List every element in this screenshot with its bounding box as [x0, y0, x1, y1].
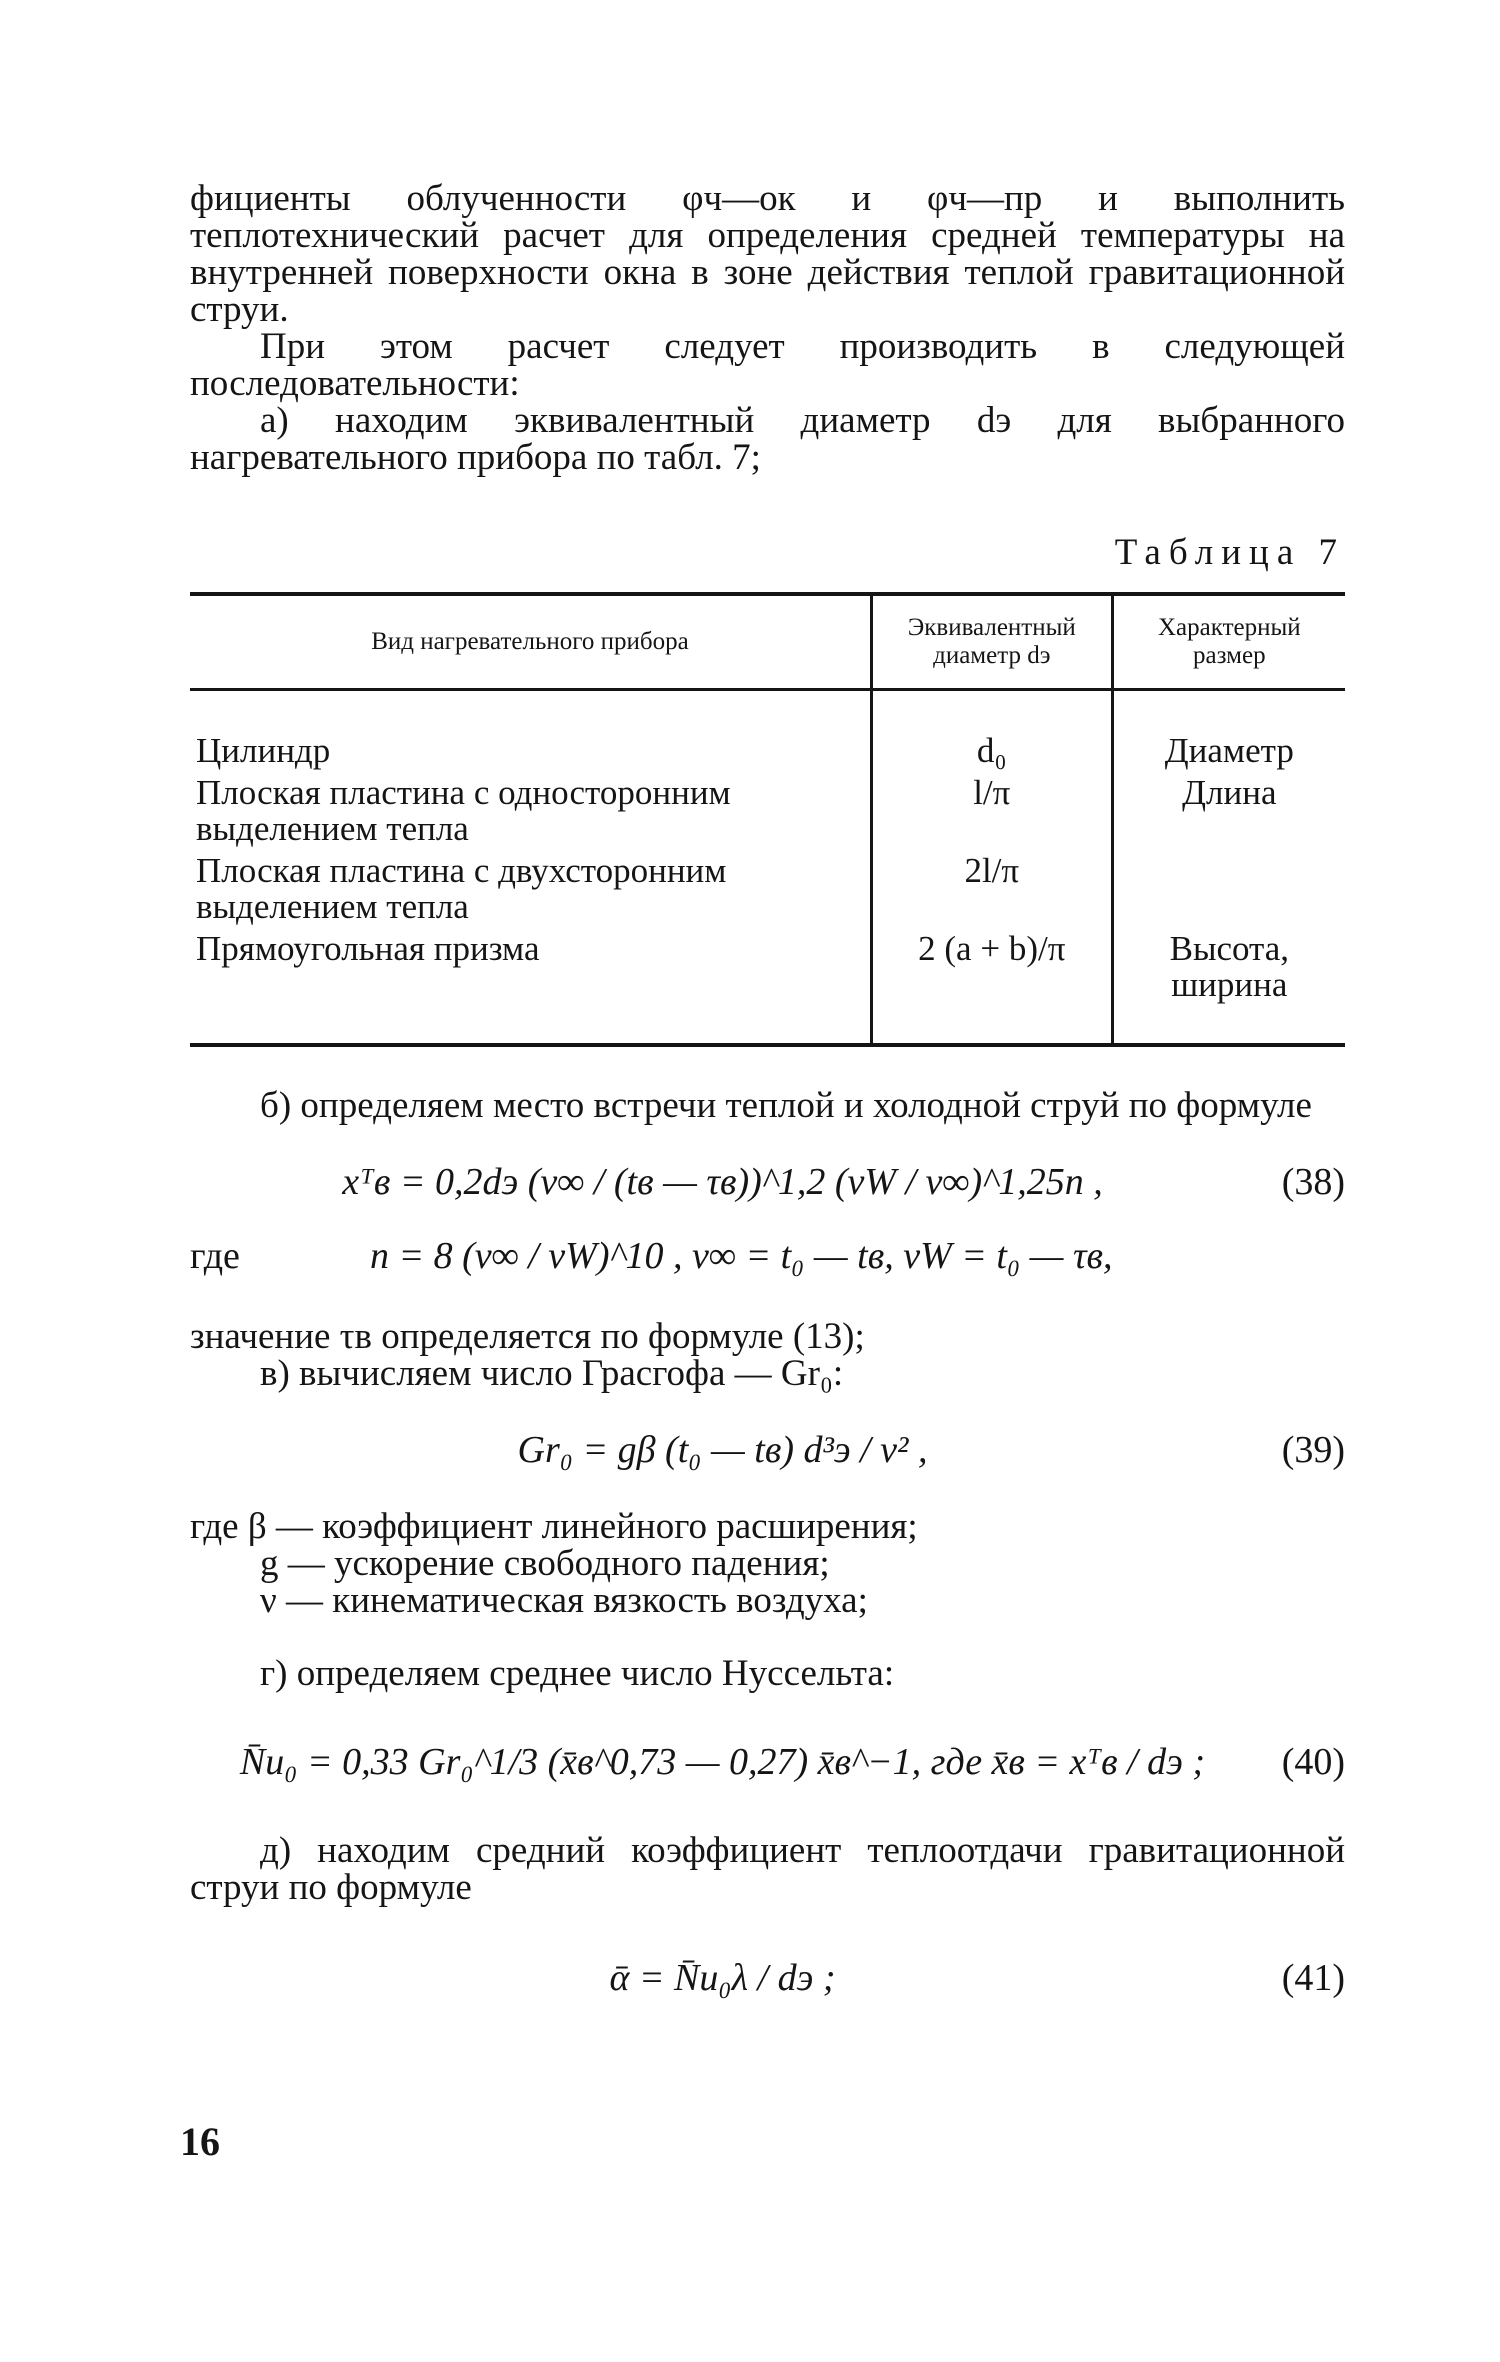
formula-41-expression: ᾱ = N̄u₀λ / dэ ; [609, 1957, 836, 1999]
where-expression: n = 8 (ν∞ / νW)^10 , ν∞ = t₀ — tв, νW = t₀ — τв, [370, 1235, 1113, 1277]
formula-38-expression: xᵀв = 0,2dэ (ν∞ / (tв — τв))^1,2 (νW / ν∞)^1,25n , [342, 1161, 1103, 1203]
table-cell: l/π [871, 772, 1112, 850]
table-cell [1112, 850, 1345, 928]
tau-note: значение τв определяется по формуле (13); [190, 1316, 865, 1357]
variable-definitions [190, 1508, 1345, 1619]
table-cell: Длина [1112, 772, 1345, 850]
table-cell: Плоская пластина с двухсторонним выделением тепла [196, 851, 727, 926]
table-cell: Высота, ширина [1112, 928, 1345, 1045]
formula-41-number: (41) [1281, 1957, 1345, 1999]
where-label: где [190, 1235, 240, 1277]
table-row [190, 772, 1345, 850]
table-header-type: Вид нагревательного прибора [190, 594, 871, 690]
formula-40 [190, 1740, 1345, 1784]
page-content [190, 180, 1345, 2000]
heater-table [190, 592, 1345, 1047]
formula-40-expression: N̄u₀ = 0,33 Gr₀^1/3 (x̄в^0,73 — 0,27) x̄в^−1, где x̄в = xᵀв / dэ ; [239, 1741, 1206, 1783]
formula-38-number: (38) [1281, 1161, 1345, 1203]
formula-40-number: (40) [1281, 1741, 1345, 1783]
definition-g: g — ускорение свободного падения; [260, 1543, 830, 1584]
page-number: 16 [180, 2119, 220, 2164]
table-row [190, 850, 1345, 928]
formula-39-number: (39) [1281, 1429, 1345, 1471]
formula-39 [190, 1428, 1345, 1472]
definition-nu: ν — кинематическая вязкость воздуха; [260, 1580, 868, 1621]
step-g-paragraph: г) определяем среднее число Нуссельта: [260, 1653, 895, 1694]
formula-41 [190, 1956, 1345, 2000]
step-b-paragraph: б) определяем место встречи теплой и холодной струй по формуле [260, 1085, 1312, 1126]
definition-beta: где β — коэффициент линейного расширения; [190, 1506, 918, 1547]
table-cell: d₀ [871, 690, 1112, 773]
table-row [190, 690, 1345, 773]
step-v-paragraph: в) вычисляем число Грасгофа — Gr₀: [260, 1353, 844, 1394]
formula-39-expression: Gr₀ = gβ (t₀ — tв) d³э / ν² , [517, 1429, 928, 1471]
step-a-paragraph: а) находим эквивалентный диаметр dэ для выбранного нагревательного прибора по табл. 7; [190, 400, 1345, 478]
table-cell: Цилиндр [196, 731, 331, 770]
intro-paragraph-2: При этом расчет следует производить в следующей последовательности: [190, 326, 1345, 404]
table-row [190, 928, 1345, 1045]
table-header-size: Характерный размер [1112, 594, 1345, 690]
table-cell: 2 (a + b)/π [871, 928, 1112, 1045]
formula-38 [190, 1160, 1345, 1204]
table-cell: Диаметр [1112, 690, 1345, 773]
table-cell: Плоская пластина с односторонним выделением тепла [196, 773, 731, 848]
intro-paragraph-1: фициенты облученности φч—ок и φч—пр и выполнить теплотехнический расчет для определения средней температуры на внутренней поверхности окна в зоне действия теплой гравитационной струи. [190, 178, 1345, 330]
step-d-paragraph: д) находим средний коэффициент теплоотдачи гравитационной струи по формуле [190, 1830, 1345, 1908]
table-title: Таблица 7 [1114, 532, 1345, 573]
formula-38-where [190, 1234, 1345, 1278]
table-cell: 2l/π [871, 850, 1112, 928]
table-cell: Прямоугольная призма [196, 929, 540, 968]
table-header-diameter: Эквивалентный диаметр dэ [871, 594, 1112, 690]
